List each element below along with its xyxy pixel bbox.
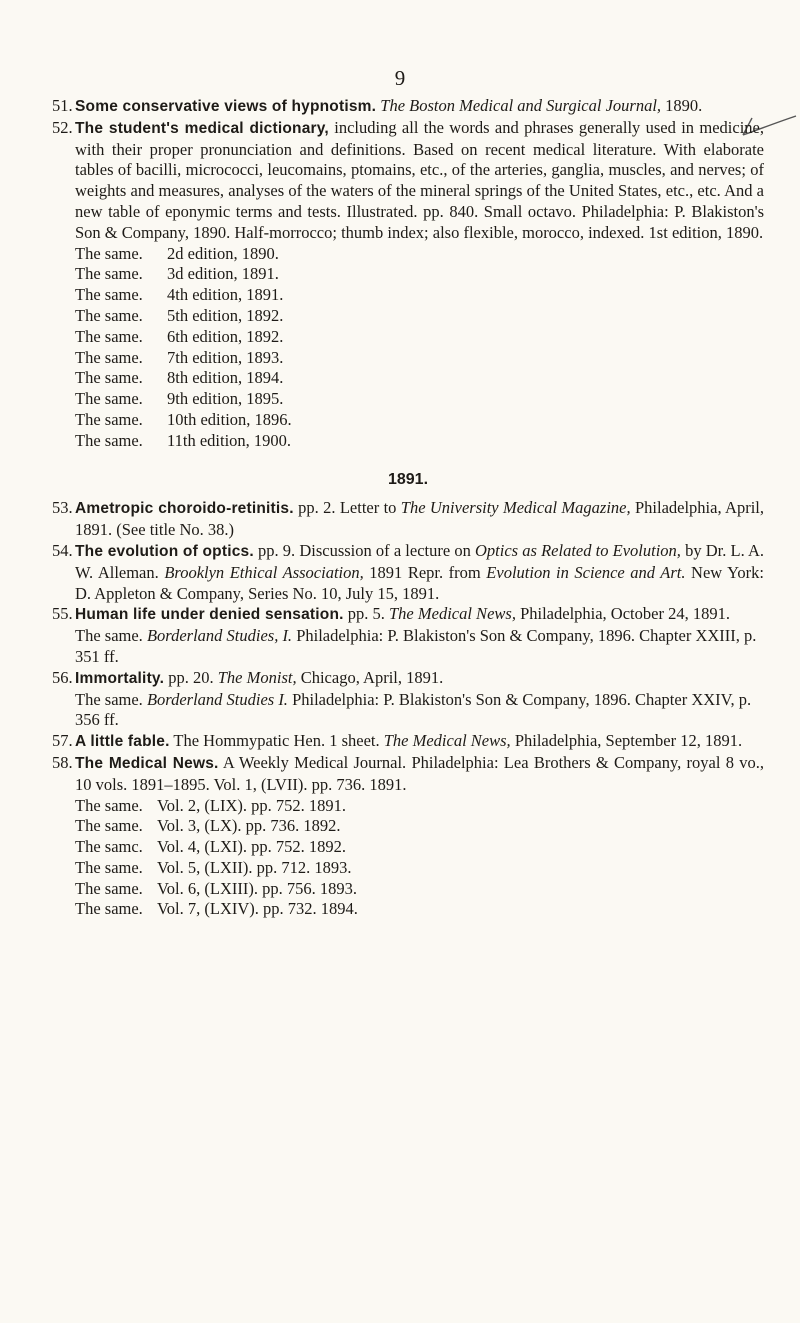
entry-source: The Monist, bbox=[217, 667, 297, 687]
entry-54 bbox=[52, 541, 764, 604]
volume-label: The same. bbox=[75, 899, 143, 919]
edition-label: The same. bbox=[75, 326, 143, 346]
entry-source: The Medical News, bbox=[383, 731, 511, 751]
volume-label: The same. bbox=[75, 878, 143, 898]
entry-55-reprint bbox=[52, 626, 764, 668]
entry-number: 57. bbox=[52, 731, 73, 751]
edition-label: The same. bbox=[75, 409, 143, 429]
volume-value: Vol. 2, (LIX). pp. 752. 1891. bbox=[157, 795, 346, 815]
entry-title: The student's medical dictionary, bbox=[75, 119, 329, 137]
entry-number: 53. bbox=[52, 498, 73, 518]
edition-label: The same. bbox=[75, 389, 143, 409]
entry-source: Brooklyn Ethical Association, bbox=[164, 562, 364, 582]
volume-label: The same. bbox=[75, 857, 143, 877]
entry-text: 1891 Repr. from bbox=[363, 562, 487, 582]
edition-value: 7th edition, 1893. bbox=[167, 347, 284, 367]
volume-label: The samc. bbox=[75, 837, 143, 857]
entry-text: The same. bbox=[75, 626, 147, 646]
entry-53 bbox=[52, 498, 764, 541]
entry-56 bbox=[52, 668, 764, 690]
entry-source: The Medical News, bbox=[389, 604, 516, 624]
edition-label: The same. bbox=[75, 264, 143, 284]
entry-text: pp. 9. Discussion of a lecture on bbox=[253, 540, 476, 560]
entry-55 bbox=[52, 604, 764, 626]
volume-label: The same. bbox=[75, 795, 143, 815]
edition-value: 11th edition, 1900. bbox=[167, 430, 292, 450]
entry-number: 56. bbox=[52, 667, 73, 687]
entry-text: 1890. bbox=[661, 96, 703, 115]
bibliography-content bbox=[52, 96, 764, 920]
entry-57 bbox=[52, 731, 764, 753]
edition-label: The same. bbox=[75, 368, 143, 388]
edition-value: 8th edition, 1894. bbox=[167, 368, 284, 388]
entry-source: Borderland Studies I. bbox=[146, 689, 288, 709]
entry-number: 55. bbox=[52, 604, 73, 624]
entry-title: Ametropic choroido-retinitis. bbox=[75, 500, 294, 518]
entry-text: pp. 5. bbox=[343, 604, 389, 624]
entry-title: Some conservative views of hypnotism. bbox=[75, 98, 377, 115]
edition-label: The same. bbox=[75, 285, 143, 305]
edition-value: 5th edition, 1892. bbox=[167, 305, 284, 325]
entry-title: A little fable. bbox=[75, 733, 170, 751]
edition-value: 9th edition, 1895. bbox=[167, 389, 284, 409]
entry-text: Philadelphia, April, 1891. (See title No. 38.) bbox=[75, 498, 764, 540]
entry-number: 58. bbox=[52, 752, 73, 772]
entry-text: Philadelphia, October 24, 1891. bbox=[515, 604, 730, 624]
entry-number: 52. bbox=[52, 117, 73, 137]
entry-title: The Medical News. bbox=[75, 754, 219, 772]
edition-label: The same. bbox=[75, 347, 143, 367]
entry-text: The same. bbox=[75, 689, 147, 709]
edition-label: The same. bbox=[75, 243, 143, 263]
entry-text: by Dr. L. A. W. Alleman. bbox=[75, 540, 765, 582]
entry-source: Optics as Related to Evolution, bbox=[475, 540, 681, 560]
entry-58 bbox=[52, 753, 764, 796]
entry-title: Human life under denied sensation. bbox=[75, 606, 344, 624]
volume-list bbox=[52, 796, 764, 921]
entry-text: Philadelphia: P. Blakiston's Son & Company, 1896. Chapter XXIII, p. 351 ff. bbox=[75, 626, 757, 666]
entry-text: pp. 2. Letter to bbox=[293, 498, 401, 518]
entry-52 bbox=[52, 118, 764, 244]
entry-source: The University Medical Magazine, bbox=[400, 498, 631, 518]
entry-text: A Weekly Medical Journal. Philadelphia: Lea Brothers & Company, royal 8 vo., 10 vols. 1891–1895. Vol. 1, (LVII). pp. 736. 1891. bbox=[75, 752, 764, 794]
edition-label: The same. bbox=[75, 305, 143, 325]
volume-value: Vol. 4, (LXI). pp. 752. 1892. bbox=[157, 837, 346, 857]
entry-text: including all the words and phrases generally used in medicine, with their proper pronunciation and definitions. Based on recent medical literature. With elaborate tables of bacilli, micrococci, leucomains, ptomains, etc., of the arteries, ganglia, muscles, and nerves; of weights and measures, analyses of the waters of the mineral springs of the United States, etc., etc. And a new table of eponymic terms and tests. Illustrated. pp. 840. Small octavo. Philadelphia: P. Blakiston's Son & Company, 1890. Half-morrocco; thumb index; also flexible, morocco, indexed. 1st edition, 1890. bbox=[75, 117, 764, 242]
entry-number: 54. bbox=[52, 540, 73, 560]
entry-56-reprint bbox=[52, 690, 764, 732]
volume-value: Vol. 3, (LX). pp. 736. 1892. bbox=[157, 816, 341, 836]
entry-source: Borderland Studies, I. bbox=[146, 626, 293, 646]
page-number: 9 bbox=[394, 66, 406, 90]
year-heading: 1891. bbox=[387, 470, 429, 488]
edition-value: 6th edition, 1892. bbox=[167, 326, 284, 346]
volume-label: The same. bbox=[75, 816, 143, 836]
edition-value: 4th edition, 1891. bbox=[167, 285, 284, 305]
edition-value: 2d edition, 1890. bbox=[167, 243, 279, 263]
volume-value: Vol. 7, (LXIV). pp. 732. 1894. bbox=[157, 899, 358, 919]
entry-number: 51. bbox=[52, 96, 73, 115]
edition-label: The same. bbox=[75, 430, 143, 450]
entry-text: Philadelphia, September 12, 1891. bbox=[510, 731, 743, 751]
edition-value: 10th edition, 1896. bbox=[167, 409, 292, 429]
entry-source: The Boston Medical and Surgical Journal, bbox=[380, 96, 662, 115]
entry-51 bbox=[52, 96, 764, 118]
entry-text: The Hommypatic Hen. 1 sheet. bbox=[169, 731, 384, 751]
entry-text: Chicago, April, 1891. bbox=[296, 667, 444, 687]
edition-value: 3d edition, 1891. bbox=[167, 264, 279, 284]
volume-value: Vol. 6, (LXIII). pp. 756. 1893. bbox=[157, 878, 357, 898]
entry-text: pp. 20. bbox=[164, 667, 218, 687]
entry-title: Immortality. bbox=[75, 669, 165, 687]
entry-title: The evolution of optics. bbox=[75, 542, 254, 560]
volume-value: Vol. 5, (LXII). pp. 712. 1893. bbox=[157, 857, 352, 877]
entry-source: Evolution in Science and Art. bbox=[486, 562, 686, 582]
entry-text: New York: D. Appleton & Company, Series No. 10, July 15, 1891. bbox=[75, 562, 764, 603]
edition-list bbox=[52, 244, 764, 452]
entry-text: Philadelphia: P. Blakiston's Son & Company, 1896. Chapter XXIV, p. 356 ff. bbox=[75, 689, 752, 730]
